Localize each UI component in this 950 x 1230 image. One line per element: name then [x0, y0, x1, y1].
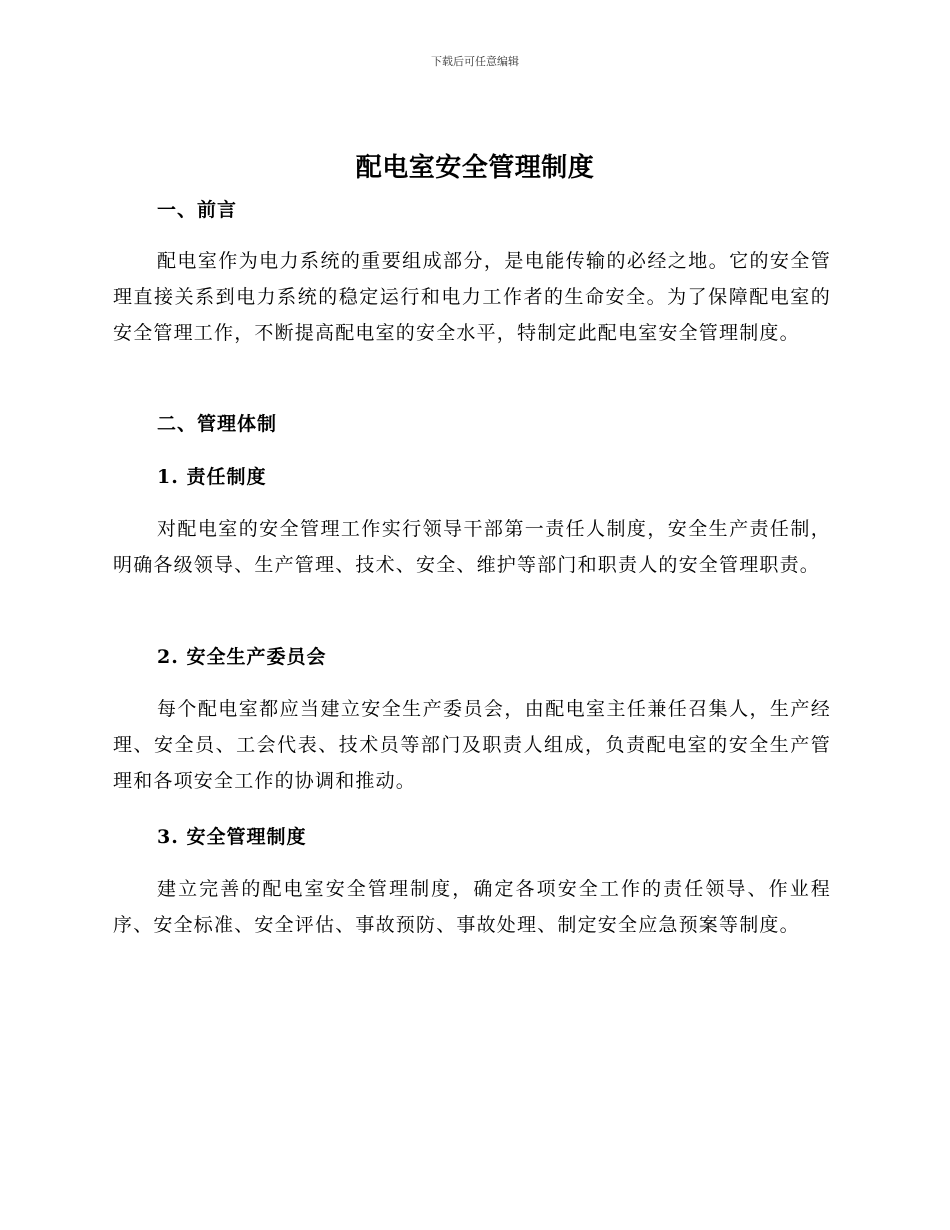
section-heading-management-system: 二、管理体制 — [157, 413, 278, 435]
section-heading-preface: 一、前言 — [157, 199, 238, 221]
section-paragraph-safety-committee: 每个配电室都应当建立安全生产委员会，由配电室主任兼任召集人，生产经理、安全员、工会代表、技术员等部门及职责人组成，负责配电室的安全生产管理和各项安全工作的协调和推动。 — [113, 698, 831, 792]
section-paragraph-responsibility: 对配电室的安全管理工作实行领导干部第一责任人制度，安全生产责任制，明确各级领导、生产管理、技术、安全、维护等部门和职责人的安全管理职责。 — [113, 518, 831, 576]
section-heading-safety-rules: 3. 安全管理制度 — [157, 826, 307, 848]
section-paragraph-safety-rules: 建立完善的配电室安全管理制度，确定各项安全工作的责任领导、作业程序、安全标准、安全评估、事故预防、事故处理、制定安全应急预案等制度。 — [113, 878, 831, 936]
section-paragraph-preface: 配电室作为电力系统的重要组成部分，是电能传输的必经之地。它的安全管理直接关系到电力系统的稳定运行和电力工作者的生命安全。为了保障配电室的安全管理工作，不断提高配电室的安全水平，特制定此配电室安全管理制度。 — [113, 250, 831, 344]
header-note: 下载后可任意编辑 — [431, 55, 519, 68]
section-heading-responsibility: 1. 责任制度 — [157, 466, 267, 488]
document-title: 配电室安全管理制度 — [355, 153, 595, 183]
section-heading-safety-committee: 2. 安全生产委员会 — [157, 646, 327, 668]
